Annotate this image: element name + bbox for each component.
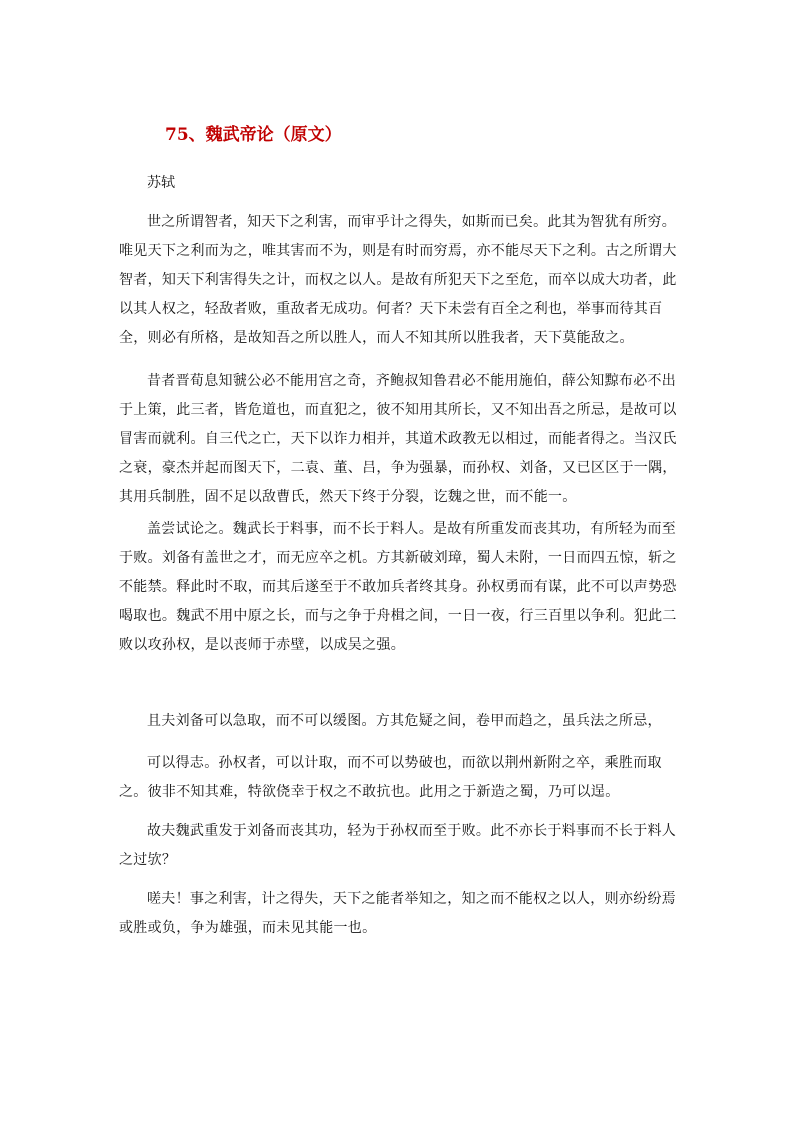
paragraph-7: 嗟夫！事之利害，计之得失，天下之能者举知之，知之而不能权之以人，则亦纷纷焉或胜或负，争为雄强，而未见其能一也。 — [119, 891, 677, 936]
document-title: 75、魏武帝论（原文） — [165, 125, 342, 145]
paragraph-6: 故夫魏武重发于刘备而丧其功，轻为于孙权而至于败。此不亦长于料事而不长于料人之过欤？ — [119, 823, 677, 868]
paragraph-1: 世之所谓智者，知天下之利害，而审乎计之得失，如斯而已矣。此其为智犹有所穷。唯见天下之利而为之，唯其害而不为，则是有时而穷焉，亦不能尽天下之利。古之所谓大智者，知天下利害得失之计，而权之以人。是故有所犯天下之至危，而卒以成大功者，此以其人权之，轻敌者败，重敌者无成功。何者？天下未尝有百全之利也，举事而待其百全，则必有所格，是故知吾之所以胜人，而人不知其所以胜我者，天下莫能敌之。 — [119, 214, 677, 346]
document-author: 苏轼 — [147, 175, 175, 191]
paragraph-5: 可以得志。孙权者，可以计取，而不可以势破也，而欲以荆州新附之卒，乘胜而取之。彼非不知其难，特欲侥幸于权之不敢抗也。此用之于新造之蜀，乃可以逞。 — [119, 755, 662, 800]
paragraph-4: 且夫刘备可以急取，而不可以缓图。方其危疑之间，卷甲而趋之，虽兵法之所忌， — [147, 713, 662, 729]
paragraph-2: 昔者晋荀息知虢公必不能用宫之奇，齐鲍叔知鲁君必不能用施伯，薛公知黥布必不出于上策，此三者，皆危道也，而直犯之，彼不知用其所长，又不知出吾之所忌，是故可以冒害而就利。自三代之亡，天下以诈力相并，其道术政教无以相过，而能者得之。当汉氏之衰，豪杰并起而图天下，二袁、董、吕，争为强暴，而孙权、刘备，又已区区于一隅，其用兵制胜，固不足以敌曹氏，然天下终于分裂，讫魏之世，而不能一。 — [119, 373, 677, 505]
paragraph-3: 盖尝试论之。魏武长于料事，而不长于料人。是故有所重发而丧其功，有所轻为而至于败。刘备有盖世之才，而无应卒之机。方其新破刘璋，蜀人未附，一日而四五惊，斩之不能禁。释此时不取，而其后遂至于不敢加兵者终其身。孙权勇而有谋，此不可以声势恐喝取也。魏武不用中原之长，而与之争于舟楫之间，一日一夜，行三百里以争利。犯此二败以攻孙权，是以丧师于赤壁，以成吴之强。 — [119, 521, 677, 653]
